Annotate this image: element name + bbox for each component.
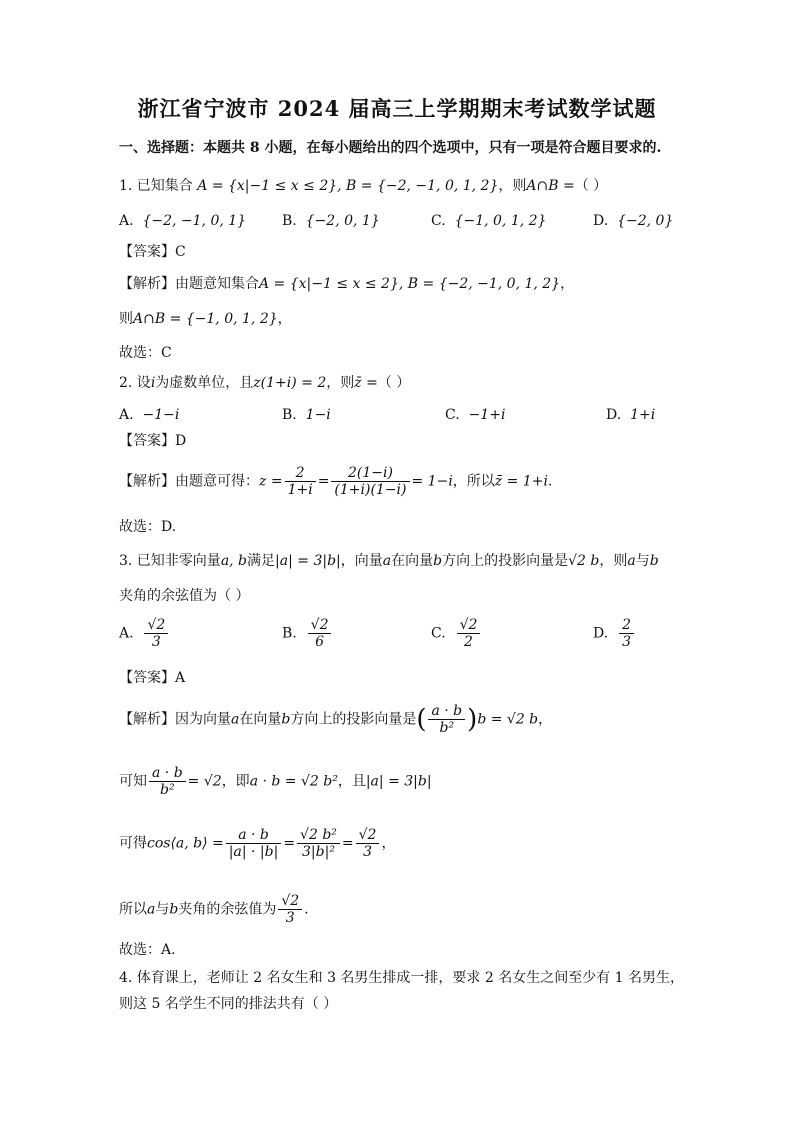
q2-choose: 故选：D. xyxy=(119,519,177,535)
q3-vector-b: b xyxy=(433,553,443,569)
fraction-numerator: √2 xyxy=(308,617,332,634)
fraction-numerator: √2 xyxy=(356,827,380,844)
q1-then-math: A∩B = {−1, 0, 1, 2} xyxy=(133,311,278,327)
q3-analysis-end: ， xyxy=(381,835,396,852)
page-title: 浙江省宁波市 2024 届高三上学期期末考试数学试题 xyxy=(137,96,657,121)
q2-analysis-text-2: ，所以 xyxy=(452,473,495,490)
equals-sign: = xyxy=(317,473,330,490)
q3-analysis-end: ， xyxy=(538,711,553,728)
q3-analysis-text-3: ，且 xyxy=(337,773,366,790)
q3-stem-text-3: ，向量 xyxy=(340,553,383,569)
fraction-denominator: 3 xyxy=(151,634,161,650)
q3-option-c xyxy=(431,617,482,650)
q3-stem-text-7: 与 xyxy=(635,553,650,569)
option-label: C. xyxy=(445,407,460,423)
fraction-denominator: 3 xyxy=(363,844,373,860)
option-label: A. xyxy=(119,213,134,229)
fraction-denominator: 3|b|² xyxy=(302,844,335,860)
q2-answer: 【答案】D xyxy=(119,433,187,449)
q1-option-c xyxy=(431,212,546,230)
q3-analysis-2 xyxy=(119,765,432,798)
q3-vector-a-2: a xyxy=(627,553,636,569)
q3-analysis-3 xyxy=(119,827,395,860)
option-fraction xyxy=(619,617,634,650)
fraction-denominator: 2 xyxy=(464,634,473,650)
q3-ratio-fraction xyxy=(149,765,186,798)
q1-option-d xyxy=(593,212,673,230)
option-label: B. xyxy=(282,407,297,423)
q2-option-c xyxy=(445,406,505,424)
q2-conjugate: z̄ = 1+i xyxy=(494,473,548,490)
q3-analysis-text-2: ，即 xyxy=(221,773,250,790)
fraction-numerator: a · b xyxy=(226,827,282,844)
q1-analysis xyxy=(119,275,574,293)
q2-option-b xyxy=(282,406,331,424)
q2-stem xyxy=(119,374,410,392)
q3-vector-b: b xyxy=(169,901,179,918)
q3-option-d xyxy=(593,617,636,650)
equals-sign: = xyxy=(341,835,354,852)
fraction-numerator: a · b xyxy=(149,765,186,782)
q3-projection-fraction xyxy=(428,703,465,736)
option-text: 1−i xyxy=(305,407,331,423)
option-label: B. xyxy=(282,213,297,229)
fraction-denominator: 6 xyxy=(315,634,325,650)
q3-analysis-text: 所以 xyxy=(119,901,147,918)
option-label: D. xyxy=(593,213,609,229)
q3-vectors: a, b xyxy=(220,553,248,569)
q1-intersection xyxy=(119,310,292,328)
option-text: 1+i xyxy=(630,407,656,423)
q1-answer: 【答案】C xyxy=(119,244,186,260)
fraction-numerator: √2 xyxy=(278,893,302,910)
fraction-numerator: 2(1−i) xyxy=(331,465,409,482)
q1-stem-math-2: A∩B = xyxy=(526,178,575,194)
q3-cosine: cos⟨a, b⟩ = xyxy=(147,835,224,852)
fraction-numerator: 2 xyxy=(619,617,634,634)
option-label: C. xyxy=(431,213,446,229)
q2-stem-blank: （ ） xyxy=(377,375,411,391)
q3-cos-fraction-1 xyxy=(226,827,282,860)
option-text: {−2, 0} xyxy=(617,213,674,229)
q1-stem-text: 1. 已知集合 xyxy=(119,178,193,194)
q3-option-b xyxy=(282,617,333,650)
fraction-numerator: 2 xyxy=(285,465,316,482)
q2-stem-math-2: z̄ = xyxy=(354,375,378,391)
option-fraction xyxy=(144,617,168,650)
q2-option-a xyxy=(119,406,179,424)
option-text: −1+i xyxy=(468,407,506,423)
fraction-denominator: 3 xyxy=(285,910,295,926)
q4-stem-line-1: 4. 体育课上，老师让 2 名女生和 3 名男生排成一排，要求 2 名女生之间至少有 1 名男生， xyxy=(119,970,685,986)
option-fraction xyxy=(457,617,481,650)
fraction-denominator: 3 xyxy=(622,634,632,650)
q3-cos-fraction-2 xyxy=(297,827,340,860)
q2-option-d xyxy=(606,406,655,424)
q1-stem-math: A = {x|−1 ≤ x ≤ 2}, B = {−2, −1, 0, 1, 2} xyxy=(197,178,499,194)
q1-stem-blank: （ ） xyxy=(574,178,608,194)
option-text: {−2, 0, 1} xyxy=(305,213,380,229)
q3-vector-a: a xyxy=(382,553,392,569)
q3-choose: 故选：A. xyxy=(119,942,176,958)
option-label: D. xyxy=(593,625,609,642)
q3-vector-a: a xyxy=(231,711,240,728)
fraction-numerator: √2 xyxy=(144,617,168,634)
section-heading: 一、选择题：本题共 8 小题，在每小题给出的四个选项中，只有一项是符合题目要求的. xyxy=(119,140,662,156)
right-paren: ) xyxy=(467,704,478,735)
option-text: −1−i xyxy=(142,407,180,423)
q1-stem-text-2: ，则 xyxy=(498,178,527,194)
q4-stem-line-2: 则这 5 名学生不同的排法共有（ ） xyxy=(119,996,338,1012)
q2-analysis-end: . xyxy=(547,473,553,490)
q3-answer: 【答案】A xyxy=(119,670,186,686)
q3-vector-b-2: b xyxy=(649,553,659,569)
q3-projection: √2 b xyxy=(568,553,600,569)
q3-option-a xyxy=(119,617,170,650)
fraction-denominator: b² xyxy=(439,720,455,736)
q3-stem-text-5: 方向上的投影向量是 xyxy=(442,553,569,569)
q3-analysis-text: 可得 xyxy=(119,835,147,852)
fraction-denominator: |a| · |b| xyxy=(228,844,279,860)
q3-analysis-text-3: 夹角的余弦值为 xyxy=(178,901,277,918)
q3-ratio-value: = √2 xyxy=(187,773,222,790)
option-label: A. xyxy=(119,407,134,423)
fraction-numerator: √2 b² xyxy=(297,827,340,844)
q2-stem-text-3: ，则 xyxy=(326,375,355,391)
q3-projection-result: b = √2 b xyxy=(477,711,539,728)
option-label: A. xyxy=(119,625,134,642)
q3-vector-a: a xyxy=(147,901,156,918)
q1-analysis-math: A = {x|−1 ≤ x ≤ 2}, B = {−2, −1, 0, 1, 2} xyxy=(259,276,561,292)
fraction-numerator: a · b xyxy=(428,703,465,720)
q3-final-fraction xyxy=(278,893,302,926)
q3-stem-text-4: 在向量 xyxy=(391,553,434,569)
q2-fraction-1 xyxy=(285,465,316,498)
option-label: D. xyxy=(606,407,622,423)
q3-stem-text-6: ，则 xyxy=(599,553,628,569)
q2-stem-text-2: 为虚数单位，且 xyxy=(155,375,254,391)
option-fraction xyxy=(308,617,332,650)
q3-analysis-end: . xyxy=(304,901,309,918)
fraction-denominator: 1+i xyxy=(287,482,313,498)
q3-analysis-text-2: 与 xyxy=(155,901,170,918)
q2-z-eq: z = xyxy=(259,473,283,490)
q1-stem xyxy=(119,177,607,195)
left-paren: ( xyxy=(416,704,427,735)
q2-stem-i: i xyxy=(150,375,156,391)
q1-then-text: 则 xyxy=(119,311,133,327)
q3-stem-line-2: 夹角的余弦值为（ ） xyxy=(119,588,250,604)
q3-stem-text-2: 满足 xyxy=(247,553,276,569)
equals-sign: = xyxy=(283,835,296,852)
q3-analysis-1 xyxy=(119,703,552,736)
q1-option-b xyxy=(282,212,380,230)
option-text: {−2, −1, 0, 1} xyxy=(142,213,247,229)
option-text: {−1, 0, 1, 2} xyxy=(454,213,547,229)
q2-stem-math: z(1+i) = 2 xyxy=(253,375,327,391)
option-label: C. xyxy=(431,625,446,642)
q3-analysis-4 xyxy=(119,893,309,926)
q3-vector-b: b xyxy=(281,711,291,728)
q3-magnitude-eq: |a| = 3|b| xyxy=(365,773,432,790)
q3-dot-product: a · b = √2 b² xyxy=(249,773,338,790)
q2-fraction-2 xyxy=(331,465,409,498)
q3-analysis-text: 可知 xyxy=(119,773,147,790)
fraction-denominator: b² xyxy=(160,782,175,798)
q3-analysis-text: 【解析】因为向量 xyxy=(119,711,231,728)
q3-analysis-text-3: 方向上的投影向量是 xyxy=(290,711,417,728)
q1-option-a xyxy=(119,212,246,230)
q2-result: = 1−i xyxy=(411,473,453,490)
q1-then-tail: ， xyxy=(277,311,292,327)
q3-cos-fraction-3 xyxy=(356,827,380,860)
q3-magnitude-eq: |a| = 3|b| xyxy=(275,553,341,569)
q1-analysis-tail: ， xyxy=(560,276,575,292)
option-label: B. xyxy=(282,625,297,642)
q2-analysis-text: 【解析】由题意可得： xyxy=(119,473,259,490)
q2-stem-text: 2. 设 xyxy=(119,375,151,391)
q1-choose: 故选：C xyxy=(119,345,172,361)
q2-analysis xyxy=(119,465,552,498)
q3-stem xyxy=(119,552,659,570)
q1-analysis-text: 【解析】由题意知集合 xyxy=(119,276,259,292)
q3-stem-text: 3. 已知非零向量 xyxy=(119,553,221,569)
fraction-denominator: (1+i)(1−i) xyxy=(334,482,407,498)
q3-analysis-text-2: 在向量 xyxy=(239,711,282,728)
fraction-numerator: √2 xyxy=(457,617,481,634)
